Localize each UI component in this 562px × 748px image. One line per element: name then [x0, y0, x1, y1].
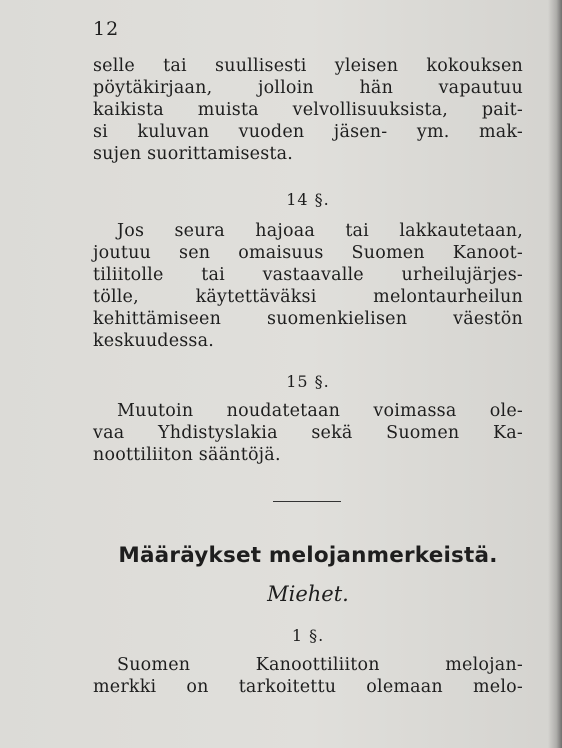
text-line: merkki on tarkoitettu olemaan melo-	[93, 677, 523, 697]
subtitle: Miehet.	[267, 582, 349, 606]
page-edge-shadow	[548, 0, 562, 748]
paragraph-continued	[93, 55, 523, 165]
text-line: joutuu sen omaisuus Suomen Kanoot-	[93, 243, 523, 263]
section-15-paragraph	[93, 400, 523, 466]
text-line: kaikista muista velvollisuuksista, pait-	[93, 100, 523, 120]
text-line: sujen suorittamisesta.	[93, 144, 294, 164]
text-line: si kuluvan vuoden jäsen- ym. mak-	[93, 122, 523, 142]
section-1-heading: 1 §.	[291, 626, 325, 645]
text-line: noottiliiton sääntöjä.	[93, 445, 281, 465]
section-divider	[273, 501, 341, 502]
text-line: Muutoin noudatetaan voimassa ole-	[117, 401, 523, 421]
page-number: 12	[93, 18, 120, 40]
section-15-heading: 15 §.	[286, 372, 330, 391]
section-14-paragraph	[93, 220, 523, 352]
text-line: Suomen Kanoottiliiton melojan-	[117, 655, 523, 675]
text-line: keskuudessa.	[93, 331, 215, 351]
main-title: Määräykset melojanmerkeistä.	[118, 543, 498, 568]
text-line: vaa Yhdistyslakia sekä Suomen Ka-	[93, 423, 523, 443]
section-1-paragraph	[93, 654, 523, 698]
text-line: kehittämiseen suomenkielisen väestön	[93, 309, 523, 329]
text-line: tiliitolle tai vastaavalle urheilujärjes-	[93, 265, 523, 285]
text-line: pöytäkirjaan, jolloin hän vapautuu	[93, 78, 523, 98]
text-line: selle tai suullisesti yleisen kokouksen	[93, 56, 523, 76]
section-14-heading: 14 §.	[286, 190, 330, 209]
text-line: Jos seura hajoaa tai lakkautetaan,	[117, 221, 523, 241]
text-line: tölle, käytettäväksi melontaurheilun	[93, 287, 523, 307]
